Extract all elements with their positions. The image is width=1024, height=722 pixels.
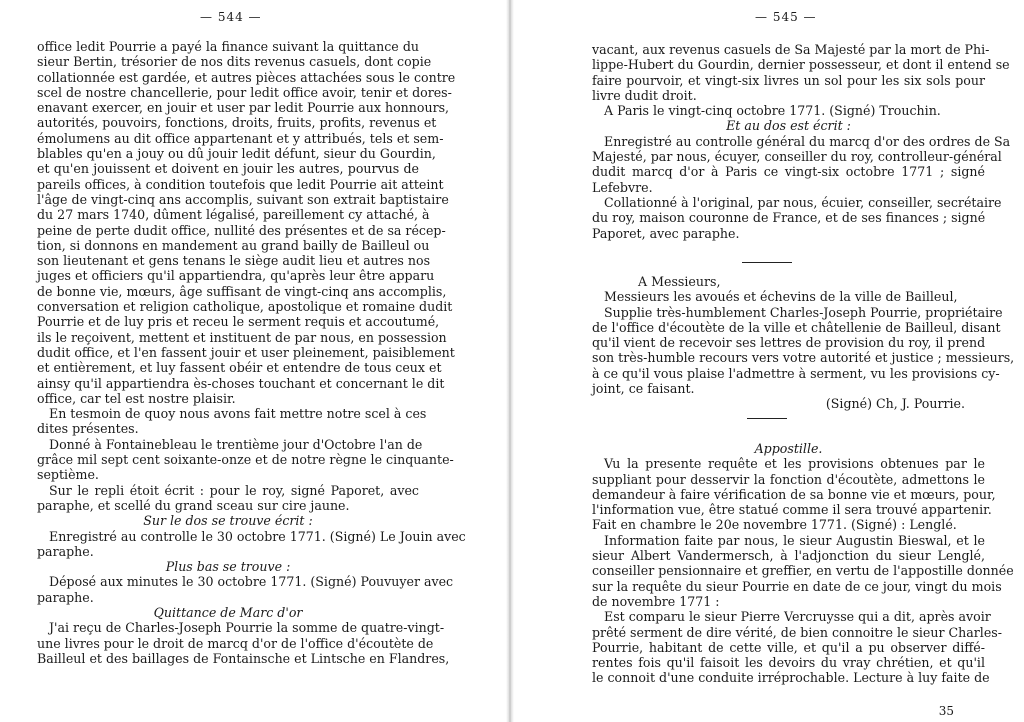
text-line: septième. — [37, 467, 99, 483]
text-line: Donné à Fontainebleau le trentième jour d'Octobre l'an de — [49, 436, 423, 452]
text-line: sur la requête du sieur Pourrie en date de ce jour, vingt du mois — [592, 578, 1002, 594]
text-line: lippe-Hubert du Gourdin, dernier possesseur, et dont il entend se — [592, 57, 1010, 73]
section-heading: Et au dos est écrit : — [726, 118, 851, 134]
text-line: Supplie très-humblement Charles-Joseph Pourrie, propriétaire — [604, 304, 1003, 320]
text-line: blables qu'en a jouy ou dû jouir ledit défunt, sieur du Gourdin, — [37, 146, 436, 162]
text-line: sieur Albert Vandermersch, à l'adjonction du sieur Lenglé, — [592, 548, 985, 564]
text-line: Collationné à l'original, par nous, écuier, conseiller, secrétaire — [604, 194, 1002, 210]
text-line: demandeur à faire vérification de sa bonne vie et mœurs, pour, — [592, 486, 996, 502]
text-line: Fait en chambre le 20e novembre 1771. (Signé) : Lenglé. — [592, 517, 957, 533]
text-line: Bailleul et des baillages de Fontainsche et Lintsche en Flandres, — [37, 650, 450, 666]
text-line: à ce qu'il vous plaise l'admettre à serment, vu les provisions cy- — [592, 365, 1000, 381]
text-line: collationnée est gardée, et autres pièces attachées sous le contre — [37, 69, 456, 85]
text-line: Est comparu le sieur Pierre Vercruysse qui a dit, après avoir — [604, 609, 991, 625]
text-line: dudit marcq d'or à Paris ce vingt-six octobre 1771 ; signé — [592, 164, 985, 180]
text-line: paraphe. — [37, 589, 94, 605]
text-line: Information faite par nous, le sieur Augustin Bieswal, et le — [604, 532, 985, 548]
text-line: livre dudit droit. — [592, 87, 697, 103]
text-line: émolumens au dit office appartenant et y attribués, tels et sem- — [37, 130, 444, 146]
text-line: une livres pour le droit de marcq d'or de l'office d'écoutète de — [37, 635, 434, 651]
signature-line: (Signé) Ch, J. Pourrie. — [825, 396, 965, 412]
text-line: Pourrie et de luy pris et receu le serment requis et accoutumé, — [37, 314, 440, 330]
text-line: faire pourvoir, et vingt-six livres un sol pour les six sols pour — [592, 72, 985, 88]
text-line: de l'office d'écoutète de la ville et châtellenie de Bailleul, disant — [592, 319, 1001, 335]
text-line: office, car tel est nostre plaisir. — [37, 390, 236, 406]
text-line: Majesté, par nous, écuyer, conseiller du roy, controlleur-général — [592, 149, 1002, 165]
text-line: l'âge de vingt-cinq ans accomplis, suivant son extrait baptistaire — [37, 191, 449, 207]
text-line: Enregistré au controlle général du marcq d'or des ordres de Sa — [604, 133, 1011, 149]
text-line: ils le reçoivent, mettent et instituent de par nous, en possession — [37, 329, 447, 345]
text-line: Lefebvre. — [592, 179, 653, 195]
text-line: qu'il vient de recevoir ses lettres de provision du roy, il prend — [592, 335, 986, 351]
text-line: juges et officiers qu'il appartiendra, qu'après leur être apparu — [37, 268, 435, 284]
text-line: et entièrement, et luy fassent obéir et entendre de tous ceux et — [37, 360, 442, 376]
text-line: scel de nostre chancellerie, pour ledit office avoir, tenir et dores- — [37, 84, 452, 100]
text-line: suppliant pour desservir la fonction d'écoutète, admettons le — [592, 471, 985, 487]
text-line: enavant exercer, en jouir et user par ledit Pourrie aux honnours, — [37, 100, 450, 116]
text-line: Déposé aux minutes le 30 octobre 1771. (Signé) Pouvuyer avec — [49, 574, 454, 590]
text-line: grâce mil sept cent soixante-onze et de notre règne le cinquante- — [37, 452, 454, 468]
appostille-text — [592, 441, 1014, 686]
text-line: dites présentes. — [37, 421, 139, 437]
text-line: prêté serment de dire vérité, de bien connoitre le sieur Charles- — [592, 624, 1002, 640]
salutation: A Messieurs, — [638, 274, 721, 289]
text-line: A Paris le vingt-cinq octobre 1771. (Signé) Trouchin. — [604, 103, 941, 119]
text-line: Vu la presente requête et les provisions obtenues par le — [604, 456, 985, 472]
right-page-number: — 545 — — [755, 10, 817, 24]
section-divider — [742, 262, 792, 263]
signature-mark: 35 — [938, 704, 954, 718]
text-line: Enregistré au controlle le 30 octobre 1771. (Signé) Le Jouin avec — [49, 528, 466, 544]
text-line: autorités, pouvoirs, fonctions, droits, fruits, profits, revenus et — [37, 115, 437, 131]
text-line: peine de perte dudit office, nullité des présentes et de sa récep- — [37, 222, 446, 238]
text-line: sieur Bertin, trésorier de nos dits revenus casuels, dont copie — [37, 54, 432, 70]
section-heading: Sur le dos se trouve écrit : — [143, 513, 313, 529]
text-line: tion, si donnons en mandement au grand bailly de Bailleul ou — [37, 237, 430, 253]
text-line: son très-humble recours vers votre autorité et justice ; messieurs, — [592, 350, 1015, 366]
text-line: rentes fois qu'il faisoit les devoirs du vray chrétien, et qu'il — [592, 655, 985, 671]
text-line: En tesmoin de quoy nous avons fait mettre notre scel à ces — [49, 406, 427, 422]
text-line: office ledit Pourrie a payé la finance suivant la quittance du — [37, 39, 419, 54]
text-line: du roy, maison couronne de France, et de ses finances ; signé — [592, 210, 986, 226]
left-page-number: — 544 — — [200, 10, 262, 24]
text-line: ainsy qu'il appartiendra ès-choses touchant et concernant le dit — [37, 375, 445, 391]
text-line: conversation et religion catholique, apostolique et romaine dudit — [37, 299, 453, 315]
text-line: son lieutenant et gens tenans le siège audit lieu et autres nos — [37, 253, 431, 269]
text-line: vacant, aux revenus casuels de Sa Majesté par la mort de Phi- — [592, 42, 990, 57]
text-line: joint, ce faisant. — [592, 381, 695, 397]
text-line: dudit office, et l'en fassent jouir et user pleinement, paisiblement — [37, 344, 455, 360]
text-line: paraphe, et scellé du grand sceau sur cire jaune. — [37, 497, 350, 513]
text-line: Sur le repli étoit écrit : pour le roy, signé Paporet, avec — [49, 482, 419, 498]
section-heading: Plus bas se trouve : — [165, 559, 291, 575]
text-line: du 27 mars 1740, dûment légalisé, pareillement cy attaché, à — [37, 207, 430, 223]
text-line: de novembre 1771 : — [592, 593, 720, 609]
right-page — [512, 0, 1024, 722]
right-page-text — [592, 42, 1011, 241]
section-divider — [747, 418, 787, 419]
petition-text — [592, 274, 1015, 412]
text-line: Pourrie, habitant de cette ville, et qu'il a pu observer diffé- — [592, 639, 985, 655]
text-line: l'information vue, être statué comme il sera trouvé appartenir. — [592, 502, 992, 518]
text-line: Messieurs les avoués et échevins de la ville de Bailleul, — [604, 289, 958, 305]
text-line: de bonne vie, mœurs, âge suffisant de vingt-cinq ans accomplis, — [37, 283, 447, 299]
text-line: J'ai reçu de Charles-Joseph Pourrie la somme de quatre-vingt- — [49, 620, 445, 636]
text-line: Paporet, avec paraphe. — [592, 225, 740, 241]
text-line: conseiller pensionnaire et greffier, en vertu de l'appostille donnée — [592, 563, 1014, 579]
text-line: paraphe. — [37, 543, 94, 559]
text-line: et qu'en jouissent et doivent en jouir les autres, pourvus de — [37, 161, 419, 177]
section-heading: Appostille. — [754, 441, 823, 456]
text-line: le connoit d'une conduite irréprochable. Lecture à luy faite de — [592, 670, 990, 686]
section-heading: Quittance de Marc d'or — [153, 604, 303, 620]
left-page-text — [37, 39, 466, 666]
text-line: pareils offices, à condition toutefois que ledit Pourrie ait atteint — [37, 176, 444, 192]
